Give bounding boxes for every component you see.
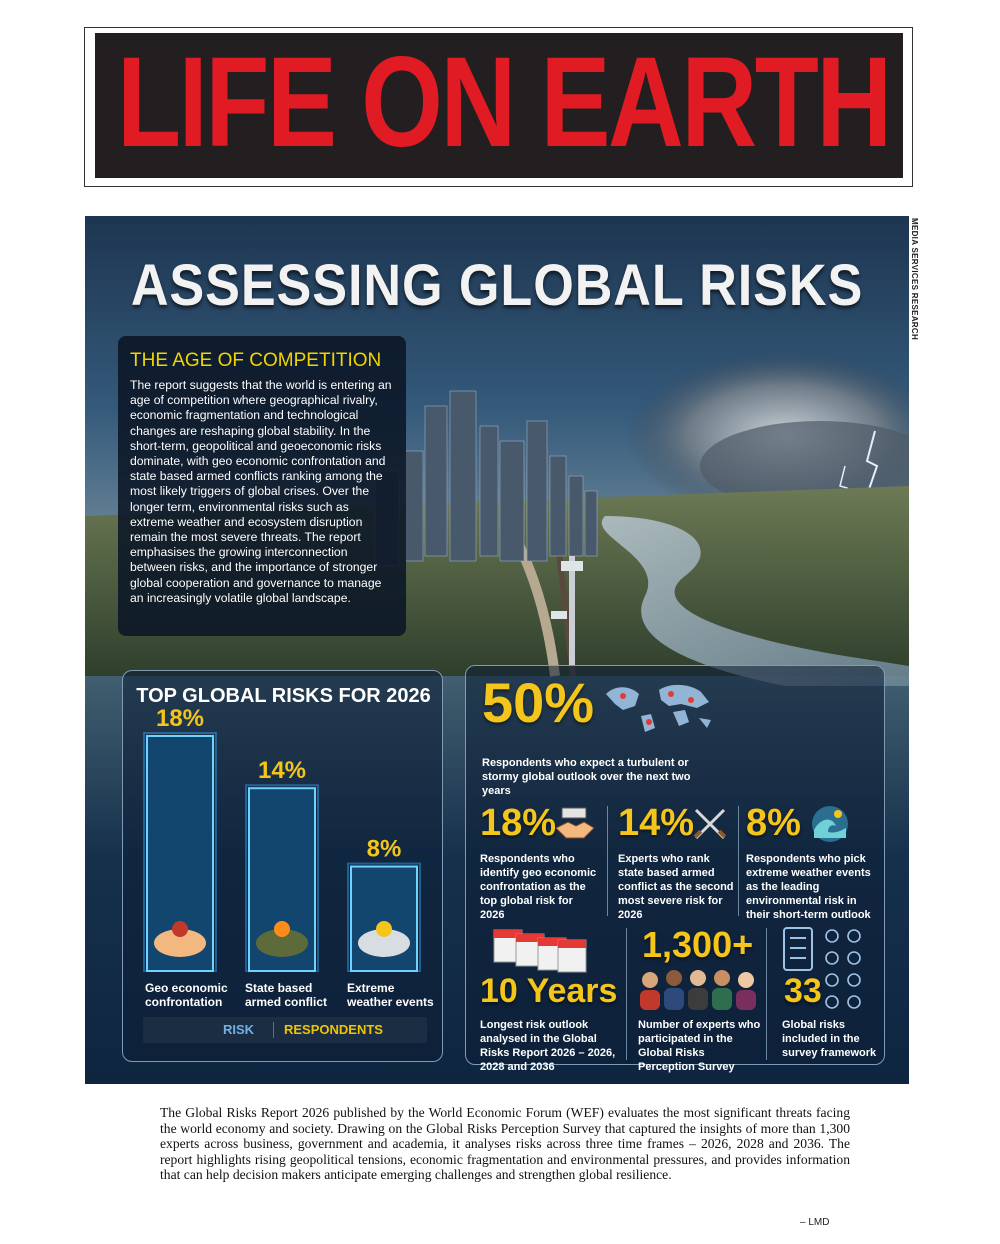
stat-risks-value: 33 [784, 972, 822, 1010]
side-credit [908, 218, 922, 341]
crossed-swords-icon [692, 806, 728, 842]
world-map-icon [601, 676, 716, 736]
legend-risk: RISK [223, 1022, 255, 1037]
bar-value-label: 8% [366, 835, 402, 863]
age-heading: THE AGE OF COMPETITION [130, 350, 382, 371]
stat-weather-text: Respondents who pick extreme weather events as the leading environmental risk in their short-term outlook [746, 853, 871, 921]
stat-divider [766, 928, 767, 1060]
top-risks-title: TOP GLOBAL RISKS FOR 2026 [136, 685, 431, 707]
chart-legend [143, 1017, 427, 1043]
stat-geo-value: 18% [480, 802, 557, 844]
top-risks-panel [122, 670, 443, 1062]
caption-body: The Global Risks Report 2026 published by the World Economic Forum (WEF) evaluates the most significant threats facing the world economy and society. Drawing on the Global Risks Perception Survey that captured the insights of more than 1,300 experts across business, government and academia, it analyses risks across three time frames – 2026, 2028 and 2036. The report highlights rising geopolitical tensions, economic fragmentation and environmental pressures, and provides information that can help decision makers anticipate emerging challenges and strengthen global resilience. [160, 1105, 850, 1183]
stat-years-text: Longest risk outlook analysed in the Global Risks Report 2026 – 2026, 2028 and 2036 [480, 1019, 616, 1073]
stat-geo-text: Respondents who identify geo economic confrontation as the top global risk for 2026 [480, 853, 597, 921]
stat-divider [607, 806, 608, 916]
handshake-icon [554, 806, 596, 842]
age-of-competition-box [118, 336, 406, 636]
stat-armed-text: Experts who rank state based armed conflict as the second most severe risk for 2026 [618, 853, 734, 921]
city-skyline [375, 391, 597, 566]
legend-respondents: RESPONDENTS [273, 1022, 383, 1038]
stat-turbulent-value: 50% [482, 671, 595, 734]
side-credit-text: MEDIA SERVICES RESEARCH [910, 218, 919, 341]
key-stats-panel [465, 665, 885, 1073]
calendar-icon [492, 924, 588, 974]
stat-experts-value: 1,300+ [642, 924, 754, 965]
bar-value-label: 14% [257, 757, 307, 785]
wave-icon [806, 804, 852, 844]
stat-divider [626, 928, 627, 1060]
bar-category-label: Extreme weather events [347, 981, 434, 1009]
bar-category-label: Geo economic confrontation [145, 981, 228, 1009]
stat-divider [738, 806, 739, 916]
stat-turbulent-text: Respondents who expect a turbulent or stormy global outlook over the next two years [482, 757, 691, 797]
stat-years-value: 10 Years [480, 972, 618, 1010]
bar-value-label: 18% [155, 705, 205, 732]
infographic [85, 216, 909, 1084]
bar-category-label: State based armed conflict [245, 981, 328, 1009]
age-body: The report suggests that the world is entering an age of competition where geographical rivalry, economic fragmentation and technological changes are reshaping global stability. In the short-term, geopolitical and geoeconomic risks dominate, with geo economic confrontation and state based armed conflicts ranking among the most likely triggers of global crises. Over the longer term, environmental risks such as extreme weather and ecosystem disruption remain the most severe threats. The report emphasises the growing interconnection between risks, and the importance of stronger global cooperation and governance to manage an increasingly volatile global landscape. [130, 378, 392, 605]
stat-risks-text: Global risks included in the survey framework [782, 1019, 877, 1059]
infographic-title: ASSESSING GLOBAL RISKS [130, 253, 864, 318]
masthead [95, 33, 903, 178]
surveillance-pole [569, 556, 575, 666]
people-icon [636, 966, 760, 1012]
stat-experts-text: Number of experts who participated in the Global Risks Perception Survey [638, 1019, 761, 1073]
byline: – LMD [800, 1217, 830, 1228]
masthead-title: LIFE ON EARTH [117, 33, 890, 174]
stat-weather-value: 8% [746, 802, 801, 844]
stat-armed-value: 14% [618, 802, 695, 844]
